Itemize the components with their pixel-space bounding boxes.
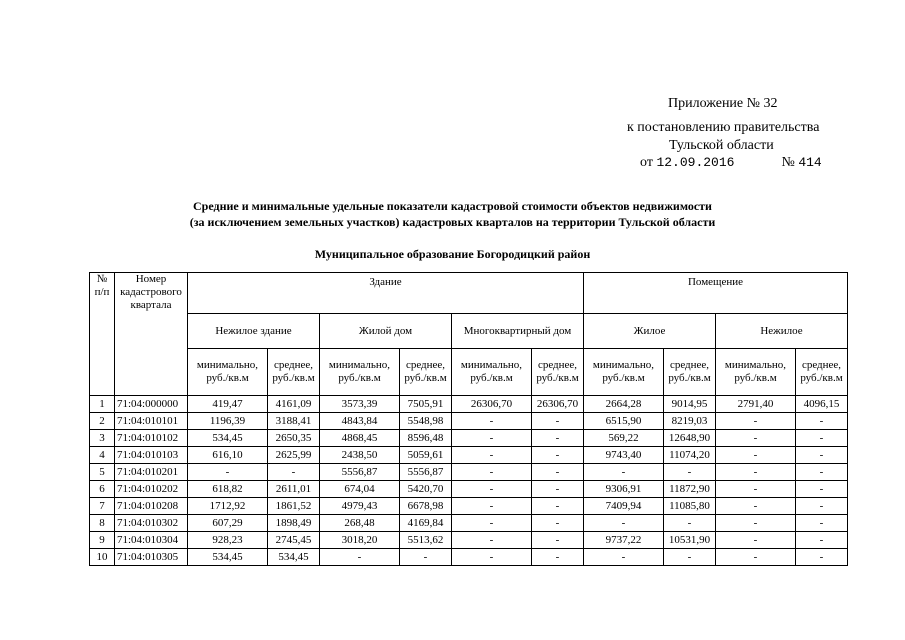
subheader-nonresidential: Нежилое: [716, 314, 848, 349]
header-min: минимально, руб./кв.м: [716, 349, 796, 396]
group-header-building: Здание: [188, 273, 584, 314]
kadastr-cell: 71:04:010101: [115, 413, 188, 430]
value-cell: 4979,43: [320, 498, 400, 515]
table-row: [90, 549, 848, 566]
value-cell: 4843,84: [320, 413, 400, 430]
value-cell: 1712,92: [188, 498, 268, 515]
value-cell: -: [532, 549, 584, 566]
value-cell: 5420,70: [400, 481, 452, 498]
appendix-date-line: [640, 153, 822, 172]
value-cell: 2664,28: [584, 396, 664, 413]
row-number-cell: 2: [90, 413, 115, 430]
value-cell: 1898,49: [268, 515, 320, 532]
value-cell: -: [796, 532, 848, 549]
value-cell: -: [452, 413, 532, 430]
value-cell: 928,23: [188, 532, 268, 549]
value-cell: 8596,48: [400, 430, 452, 447]
value-cell: -: [584, 464, 664, 481]
doc-title-line2: (за исключением земельных участков) кадастровых кварталов на территории Тульской области: [189, 215, 716, 229]
value-cell: -: [584, 515, 664, 532]
subheader-nonres-building: Нежилое здание: [188, 314, 320, 349]
value-cell: -: [664, 464, 716, 481]
subheader-house: Жилой дом: [320, 314, 452, 349]
value-cell: 9306,91: [584, 481, 664, 498]
table-row: [90, 532, 848, 549]
value-cell: 11085,80: [664, 498, 716, 515]
value-cell: -: [796, 413, 848, 430]
col-header-kadastr: Номер кадастрового квартала: [115, 273, 188, 396]
table-body: [90, 396, 848, 566]
value-cell: 607,29: [188, 515, 268, 532]
value-cell: -: [716, 549, 796, 566]
subheader-apartment-building: Многоквартирный дом: [452, 314, 584, 349]
value-cell: -: [452, 481, 532, 498]
value-cell: 2438,50: [320, 447, 400, 464]
table-row: [90, 430, 848, 447]
appendix-decree: к постановлению правительства: [627, 120, 820, 135]
row-number-cell: 8: [90, 515, 115, 532]
value-cell: 3188,41: [268, 413, 320, 430]
value-cell: -: [400, 549, 452, 566]
value-cell: -: [716, 413, 796, 430]
value-cell: -: [268, 464, 320, 481]
subheader-residential: Жилое: [584, 314, 716, 349]
value-cell: 26306,70: [452, 396, 532, 413]
header-avg: среднее, руб./кв.м: [400, 349, 452, 396]
value-cell: 534,45: [188, 430, 268, 447]
value-cell: 6515,90: [584, 413, 664, 430]
kadastr-cell: 71:04:010302: [115, 515, 188, 532]
decree-date: 12.09.2016: [656, 155, 735, 170]
value-cell: 8219,03: [664, 413, 716, 430]
kadastr-cell: 71:04:010305: [115, 549, 188, 566]
value-cell: 12648,90: [664, 430, 716, 447]
date-prefix: от: [640, 155, 653, 170]
value-cell: -: [664, 515, 716, 532]
value-cell: -: [584, 549, 664, 566]
value-cell: 569,22: [584, 430, 664, 447]
table-row: [90, 413, 848, 430]
value-cell: 7409,94: [584, 498, 664, 515]
value-cell: 2650,35: [268, 430, 320, 447]
value-cell: -: [796, 464, 848, 481]
table-row: [90, 498, 848, 515]
row-number-cell: 3: [90, 430, 115, 447]
value-cell: 26306,70: [532, 396, 584, 413]
value-cell: 10531,90: [664, 532, 716, 549]
header-min: минимально, руб./кв.м: [452, 349, 532, 396]
value-cell: 2791,40: [716, 396, 796, 413]
value-cell: 419,47: [188, 396, 268, 413]
value-cell: -: [716, 430, 796, 447]
value-cell: -: [796, 498, 848, 515]
value-cell: 5556,87: [400, 464, 452, 481]
table-row: [90, 396, 848, 413]
value-cell: 616,10: [188, 447, 268, 464]
appendix-title: Приложение № 32: [668, 96, 778, 111]
value-cell: -: [716, 515, 796, 532]
value-cell: -: [532, 532, 584, 549]
value-cell: -: [796, 447, 848, 464]
value-cell: 674,04: [320, 481, 400, 498]
value-cell: 9014,95: [664, 396, 716, 413]
table-row: [90, 515, 848, 532]
kadastr-cell: 71:04:010304: [115, 532, 188, 549]
value-cell: 534,45: [268, 549, 320, 566]
value-cell: 11074,20: [664, 447, 716, 464]
value-cell: -: [452, 430, 532, 447]
value-cell: -: [664, 549, 716, 566]
value-cell: 1861,52: [268, 498, 320, 515]
value-cell: -: [532, 413, 584, 430]
value-cell: 5556,87: [320, 464, 400, 481]
kadastr-cell: 71:04:000000: [115, 396, 188, 413]
value-cell: 6678,98: [400, 498, 452, 515]
value-cell: -: [532, 464, 584, 481]
value-cell: 11872,90: [664, 481, 716, 498]
value-cell: -: [796, 481, 848, 498]
decree-number: 414: [798, 155, 822, 170]
kadastr-cell: 71:04:010103: [115, 447, 188, 464]
value-cell: 3573,39: [320, 396, 400, 413]
table-row: [90, 447, 848, 464]
value-cell: 5548,98: [400, 413, 452, 430]
number-prefix: №: [781, 155, 795, 170]
header-min: минимально, руб./кв.м: [584, 349, 664, 396]
value-cell: -: [452, 532, 532, 549]
value-cell: 9743,40: [584, 447, 664, 464]
row-number-cell: 9: [90, 532, 115, 549]
value-cell: -: [796, 430, 848, 447]
header-avg: среднее, руб./кв.м: [532, 349, 584, 396]
value-cell: -: [532, 515, 584, 532]
value-cell: 1196,39: [188, 413, 268, 430]
header-avg: среднее, руб./кв.м: [664, 349, 716, 396]
value-cell: -: [452, 515, 532, 532]
value-cell: 5513,62: [400, 532, 452, 549]
header-avg: среднее, руб./кв.м: [268, 349, 320, 396]
value-cell: 4868,45: [320, 430, 400, 447]
value-cell: 5059,61: [400, 447, 452, 464]
row-number-cell: 7: [90, 498, 115, 515]
row-number-cell: 4: [90, 447, 115, 464]
header-min: минимально, руб./кв.м: [320, 349, 400, 396]
value-cell: -: [716, 481, 796, 498]
row-number-cell: 1: [90, 396, 115, 413]
kadastr-cell: 71:04:010201: [115, 464, 188, 481]
cadastral-values-table: [89, 272, 848, 566]
appendix-region: Тульской области: [669, 138, 774, 153]
value-cell: -: [716, 464, 796, 481]
table-row: [90, 481, 848, 498]
value-cell: -: [452, 549, 532, 566]
doc-title-line1: Средние и минимальные удельные показатели кадастровой стоимости объектов недвижимости: [193, 199, 712, 213]
row-number-cell: 5: [90, 464, 115, 481]
value-cell: 534,45: [188, 549, 268, 566]
kadastr-cell: 71:04:010202: [115, 481, 188, 498]
value-cell: 2611,01: [268, 481, 320, 498]
value-cell: 268,48: [320, 515, 400, 532]
value-cell: -: [188, 464, 268, 481]
value-cell: -: [796, 549, 848, 566]
value-cell: -: [716, 532, 796, 549]
kadastr-cell: 71:04:010208: [115, 498, 188, 515]
value-cell: 4161,09: [268, 396, 320, 413]
value-cell: 2745,45: [268, 532, 320, 549]
value-cell: -: [796, 515, 848, 532]
kadastr-cell: 71:04:010102: [115, 430, 188, 447]
header-avg: среднее, руб./кв.м: [796, 349, 848, 396]
value-cell: -: [532, 498, 584, 515]
row-number-cell: 6: [90, 481, 115, 498]
value-cell: -: [452, 447, 532, 464]
value-cell: -: [532, 481, 584, 498]
value-cell: -: [320, 549, 400, 566]
value-cell: 9737,22: [584, 532, 664, 549]
value-cell: 2625,99: [268, 447, 320, 464]
value-cell: 4169,84: [400, 515, 452, 532]
header-min: минимально, руб./кв.м: [188, 349, 268, 396]
value-cell: -: [532, 430, 584, 447]
value-cell: 3018,20: [320, 532, 400, 549]
row-number-cell: 10: [90, 549, 115, 566]
value-cell: -: [716, 498, 796, 515]
col-header-num: № п/п: [90, 273, 115, 396]
municipality-title: Муниципальное образование Богородицкий район: [314, 247, 591, 261]
value-cell: 4096,15: [796, 396, 848, 413]
value-cell: -: [716, 447, 796, 464]
value-cell: -: [452, 498, 532, 515]
value-cell: -: [452, 464, 532, 481]
value-cell: -: [532, 447, 584, 464]
value-cell: 7505,91: [400, 396, 452, 413]
value-cell: 618,82: [188, 481, 268, 498]
group-header-room: Помещение: [584, 273, 848, 314]
table-row: [90, 464, 848, 481]
